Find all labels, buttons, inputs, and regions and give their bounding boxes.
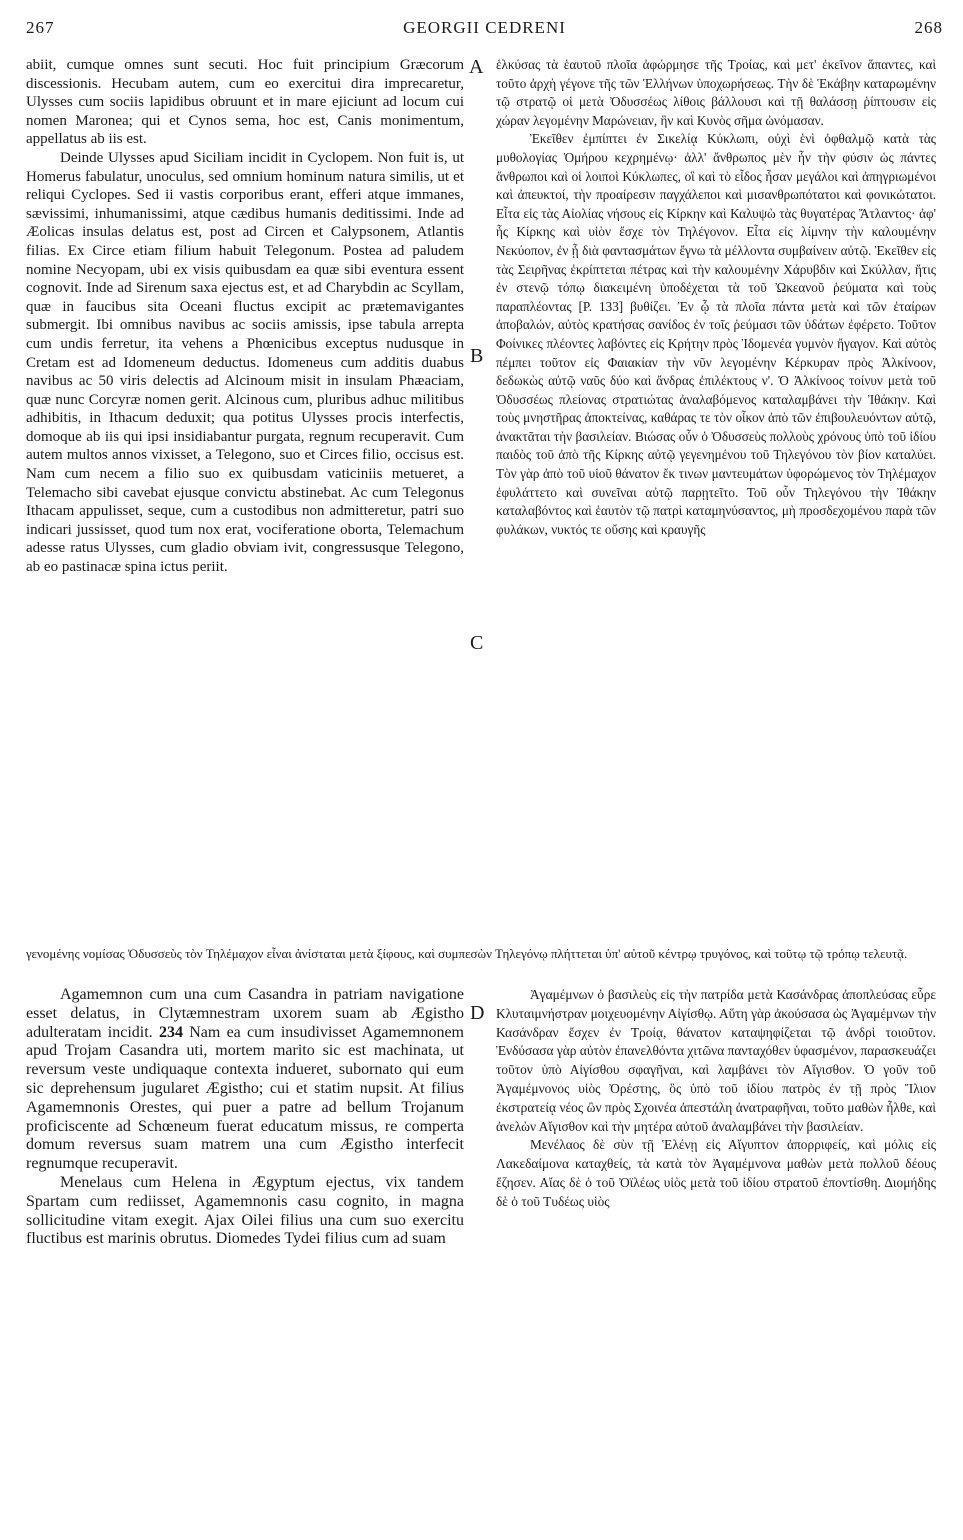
greek-paragraph: Μενέλαος δὲ σὺν τῇ Ἑλένῃ εἰς Αἴγυπτον ἀπορριφείς, καὶ μόλις εἰς Λακεδαίμονα καταχθείς, τὰ κατὰ τὸν Ἀγαμέμνονα μαθὼν μετὰ πολλοῦ δέους ἔζησεν. Αἴας δὲ ὁ τοῦ Ὀϊλέως υἱὸς μετὰ τοῦ ἰδίου στρατοῦ ἐποντίσθη. Διομήδης δὲ ὁ τοῦ Τυδέως υἱὸς (496, 1137, 936, 1209)
section-marker-c: C (470, 632, 484, 654)
greek-spanning-text: γενομένης νομίσας Ὀδυσσεὺς τὸν Τηλέμαχον εἶναι ἀνίσταται μετὰ ξίφους, καὶ συμπεσὼν Τηλεγόνῳ πλήττεται ὑπ' αὐτοῦ κέντρῳ τρυγόνος, καὶ τοῦτῳ τῷ τρόπῳ τελευτᾷ. (26, 946, 908, 961)
running-title: GEORGII CEDRENI (403, 18, 566, 37)
right-page-number: 268 (914, 18, 943, 37)
greek-column-top (496, 56, 936, 942)
latin-paragraph: Menelaus cum Helena in Ægyptum ejectus, vix tandem Spartam cum rediisset, Agamemnonis casu cognito, in magna sollicitudine vitam exegit. Ajax Oilei filius una cum suo exercitu fluctibus est marinis obrutus. Diomedes Tydei filius cum ad suam (26, 1173, 464, 1248)
section-marker-d: D (470, 1002, 485, 1024)
section-marker-b: B (470, 345, 484, 367)
latin-paragraph-text: Agamemnon cum una cum Casandra in patriam navigatione esset delatus, in Clytæmnestram uxorem suam ab Ægistho adulteratam incidit. (26, 986, 464, 1041)
latin-column-bottom (26, 986, 464, 1526)
latin-paragraph (26, 986, 464, 1174)
margin-page-reference: 234 (158, 1023, 183, 1041)
running-header (26, 18, 943, 44)
latin-paragraph: Deinde Ulysses apud Siciliam incidit in Cyclopem. Non fuit is, ut Homerus fabulatur, unoculus, sed omnium hominum natura similis, ut et reliqui Cyclopes. Sed ii vastis corporibus erant, efferi atque immanes, sævissimi, inhumanissimi, atque cædibus humanis deditissimi. Inde ad Æolicas insulas delatus est, post ad Circen et Calypsonem, Atlantis filias. Ex Circe etiam filium habuit Telegonum. Postea ad paludem nomine Necyopam, ubi ex visis quibusdam ea quæ sibi eventura essent cognovit. Inde ad Sirenum saxa ejectus est, et ad Charybdin ac Scyllam, quæ in faucibus sita Oceani fluctus excipit ac prætemavigantes submergit. Ibi omnibus navibus ac sociis amissis, ipse tabula arrepta cum undis ferretur, ita vehens a Phœnicibus exceptus nudusque in Cretam est ad Idomeneum deductus. Idomeneus cum additis duabus navibus ac 50 viris delectis ad Alcinoum misit in insulam Phæaciam, quæ nunc Corcyræ nomen gerit. Alcinous cum, pluribus adhuc militibus adhibitis, in Ithacum deduxit; qua potitus Ulysses procis interfectis, domoque ab iis qui ipsi insidiabantur purgata, regnum recuperavit. Cum autem multos annos vixisset, a Telegono, suo et Circes filio, occisus est. Nam cum necem a filio suo ex quibusdam vaticiniis metueret, a Telemacho sibi cavebat ejusque convictu abstinebat. Ac cum Telegonus Ithacam appulisset, seque, cum a custodibus non admitteretur, patri suo indicari jussisset, quod tum nox erat, vociferatione oborta, Telemachum adesse ratus Ulysses, cum gladio obviam ivit, congressusque Telegono, ab eo pastinacæ spina ictus periit. (26, 149, 464, 576)
greek-paragraph: Ἐκεῖθεν ἐμπίπτει ἐν Σικελίᾳ Κύκλωπι, οὐχὶ ἑνὶ ὀφθαλμῷ κατὰ τὰς μυθολογίας Ὁμήρου κεχρημένῳ· ἀλλ' ἄνθρωπος μὲν ἦν τὴν φύσιν ὡς πάντες ἄνθρωποι καὶ οἱ λοιποὶ Κύκλωπες, οἳ καὶ τὸ εἶδος ἦσαν μεγάλοι καὶ ἀπηγριωμένοι καὶ ἀπευκτοί, τὴν προαίρεσιν παγχάλεποι καὶ μισανθρωπότατοι καὶ φονικώτατοι. Εἶτα εἰς τὰς Αἰολίας νήσους εἰς Κίρκην καὶ Καλυψὼ τὰς θυγατέρας Ἄτλαντος· ἀφ' ἧς Κίρκης καὶ υἱὸν ἔσχε τὸν Τηλέγονον. Εἶτα εἰς λίμνην τὴν καλουμένην Νεκύοπον, ἐν ᾗ διὰ φαντασμάτων ἔγνω τὰ μέλλοντα συμβαίνειν αὐτῷ. Ἐκεῖθεν εἰς τὰς Σειρῆνας ἐκρίπτεται πέτρας καὶ τὴν καλουμένην Χάρυβδιν καὶ Σκύλλαν, ἥτις ἐν στενῷ τόπῳ διακειμένη ὑποδέχεται τὰ τοῦ Ὠκεανοῦ ῥεύματα καὶ τοὺς παραπλέοντας [P. 133] βυθίζει. Ἐν ᾧ τὰ πλοῖα πάντα μετὰ καὶ τῶν ἑταίρων ἀποβαλών, αὐτὸς κρατήσας σανίδος ἐν τοῖς ῥεύμασι τῶν ὑδάτων ἐφέρετο. Τοῦτον Φοίνικες πλέοντες λαβόντες εἰς Κρήτην πρὸς Ἰδομενέα γυμνὸν ἤγαγον. Καὶ αὐτὸς πέμπει τοῦτον εἰς Φαιακίαν τὴν νῦν λεγομένην Κέρκυραν πρὸς Ἀλκίνοον, δεδωκὼς αὐτῷ ναῦς δύο καὶ ἄνδρας ἐπιλέκτους ν'. Ὁ Ἀλκίνοος τοίνυν μετὰ τοῦ Ὀδυσσέως πλείονας στρατιώτας ἀναλαβόμενος καταλαμβάνει τὴν Ἰθάκην. Καὶ τοὺς μνηστῆρας ἀποκτείνας, καθάρας τε τὸν οἶκον ἀπὸ τῶν ἐπιβουλευόντων αὐτῷ, ἀνακτᾶται τὴν βασιλείαν. Βιώσας οὖν ὁ Ὀδυσσεὺς πολλοὺς χρόνους ὑπὸ τοῦ ἰδίου παιδὸς τοῦ ἀπὸ τῆς Κίρκης αὐτῷ γεγενημένου τοῦ Τηλεγόνου τὸν βίον καταλύει. Τὸν γὰρ ἀπὸ τοῦ υἱοῦ θάνατον ἔκ τινων μαντευμάτων ὑφορώμενος τὸν Τηλέμαχον ἐφυλάττετο καὶ συνεῖναι αὐτῷ παρῃτεῖτο. Τοῦ οὖν Τηλεγόνου τὴν Ἰθάκην καταλαβόντος καὶ ἑαυτὸν τῷ πατρὶ καταμηνύσαντος, μὴ προσδεχομένου παρὰ τῶν φυλάκων, νυκτός τε οὔσης καὶ κραυγῆς (496, 131, 936, 537)
latin-paragraph-text: Nam ea cum insudivisset Agamemnonem apud Trojam Casandra uti, mortem marito sic est machinata, ut reversum veste undiquaque contexta indueret, subornato qui eum sic deprehensum jugularet Ægistho; cui et statim nupsit. At filius Agamemnonis Orestes, qui puer a patre ad bellum Trojanum proficiscente ad Schœneum fuerat educatum missus, re comperta domum reversus suam matrem una cum Ægistho interfecit regnumque recuperavit. (26, 1023, 464, 1173)
greek-column-bottom (496, 986, 936, 1526)
section-marker-a: A (469, 56, 484, 78)
greek-paragraph: Ἀγαμέμνων ὁ βασιλεὺς εἰς τὴν πατρίδα μετὰ Κασάνδρας ἀποπλεύσας εὗρε Κλυταιμνήστραν μοιχευομένην Αἰγίσθῳ. Αὕτη γὰρ ἀκούσασα ὡς Ἀγαμέμνων τὴν Κασάνδραν ἔσχεν ἐν Τροίᾳ, θάνατον καταψηφίζεται τῷ ἀνδρὶ τοιοῦτον. Ἐνδύσασα γὰρ αὐτὸν ἐπανελθόντα χιτῶνα πανταχόθεν ὑφασμένον, παρασκευάζει τοῦτον ὑπὸ Αἰγίσθου σφαγῆναι, καὶ λαμβάνει τὸν Αἴγισθον. Ὁ γοῦν τοῦ Ἀγαμέμνονος υἱὸς Ὀρέστης, ὃς ὑπὸ τοῦ ἰδίου πατρὸς ἐν τῇ πρὸς Ἴλιον ἐκστρατείᾳ νέος ὢν πρὸς Σχοινέα ἀπεστάλη ἀνατραφῆναι, τοῦτο μαθὼν ἦλθε, καὶ ἀνελὼν Αἴγισθον καὶ τὴν μητέρα αὐτοῦ ἀναλαμβάνει τὴν βασιλείαν. (496, 987, 936, 1134)
latin-column-top (26, 56, 464, 942)
latin-paragraph: abiit, cumque omnes sunt secuti. Hoc fuit principium Græcorum discessionis. Hecubam autem, cum eo exercitui dira imprecaretur, Ulysses cum sociis lapidibus obruunt et in mare ejiciunt ad locum cui nomen Maronea; qui et Cynos sema, hoc est, Canis monimentum, appellatus ab iis est. (26, 57, 464, 148)
greek-paragraph: ἑλκύσας τὰ ἑαυτοῦ πλοῖα ἀφώρμησε τῆς Τροίας, καὶ μετ' ἐκεῖνον ἅπαντες, καὶ τοῦτο ἀρχὴ γέγονε τῆς τῶν Ἑλλήνων ὑποχωρήσεως. Τὴν δὲ Ἑκάβην καταρωμένην τῷ στρατῷ οἱ μετὰ Ὀδυσσέως λίθοις βάλλουσι καὶ τῇ θαλάσσῃ ῥίπτουσιν εἰς χώραν λεγομένην Μαρώνειαν, ἣν καὶ Κυνὸς σῆμα ὠνόμασαν. (496, 57, 936, 128)
left-page-number: 267 (26, 18, 55, 37)
